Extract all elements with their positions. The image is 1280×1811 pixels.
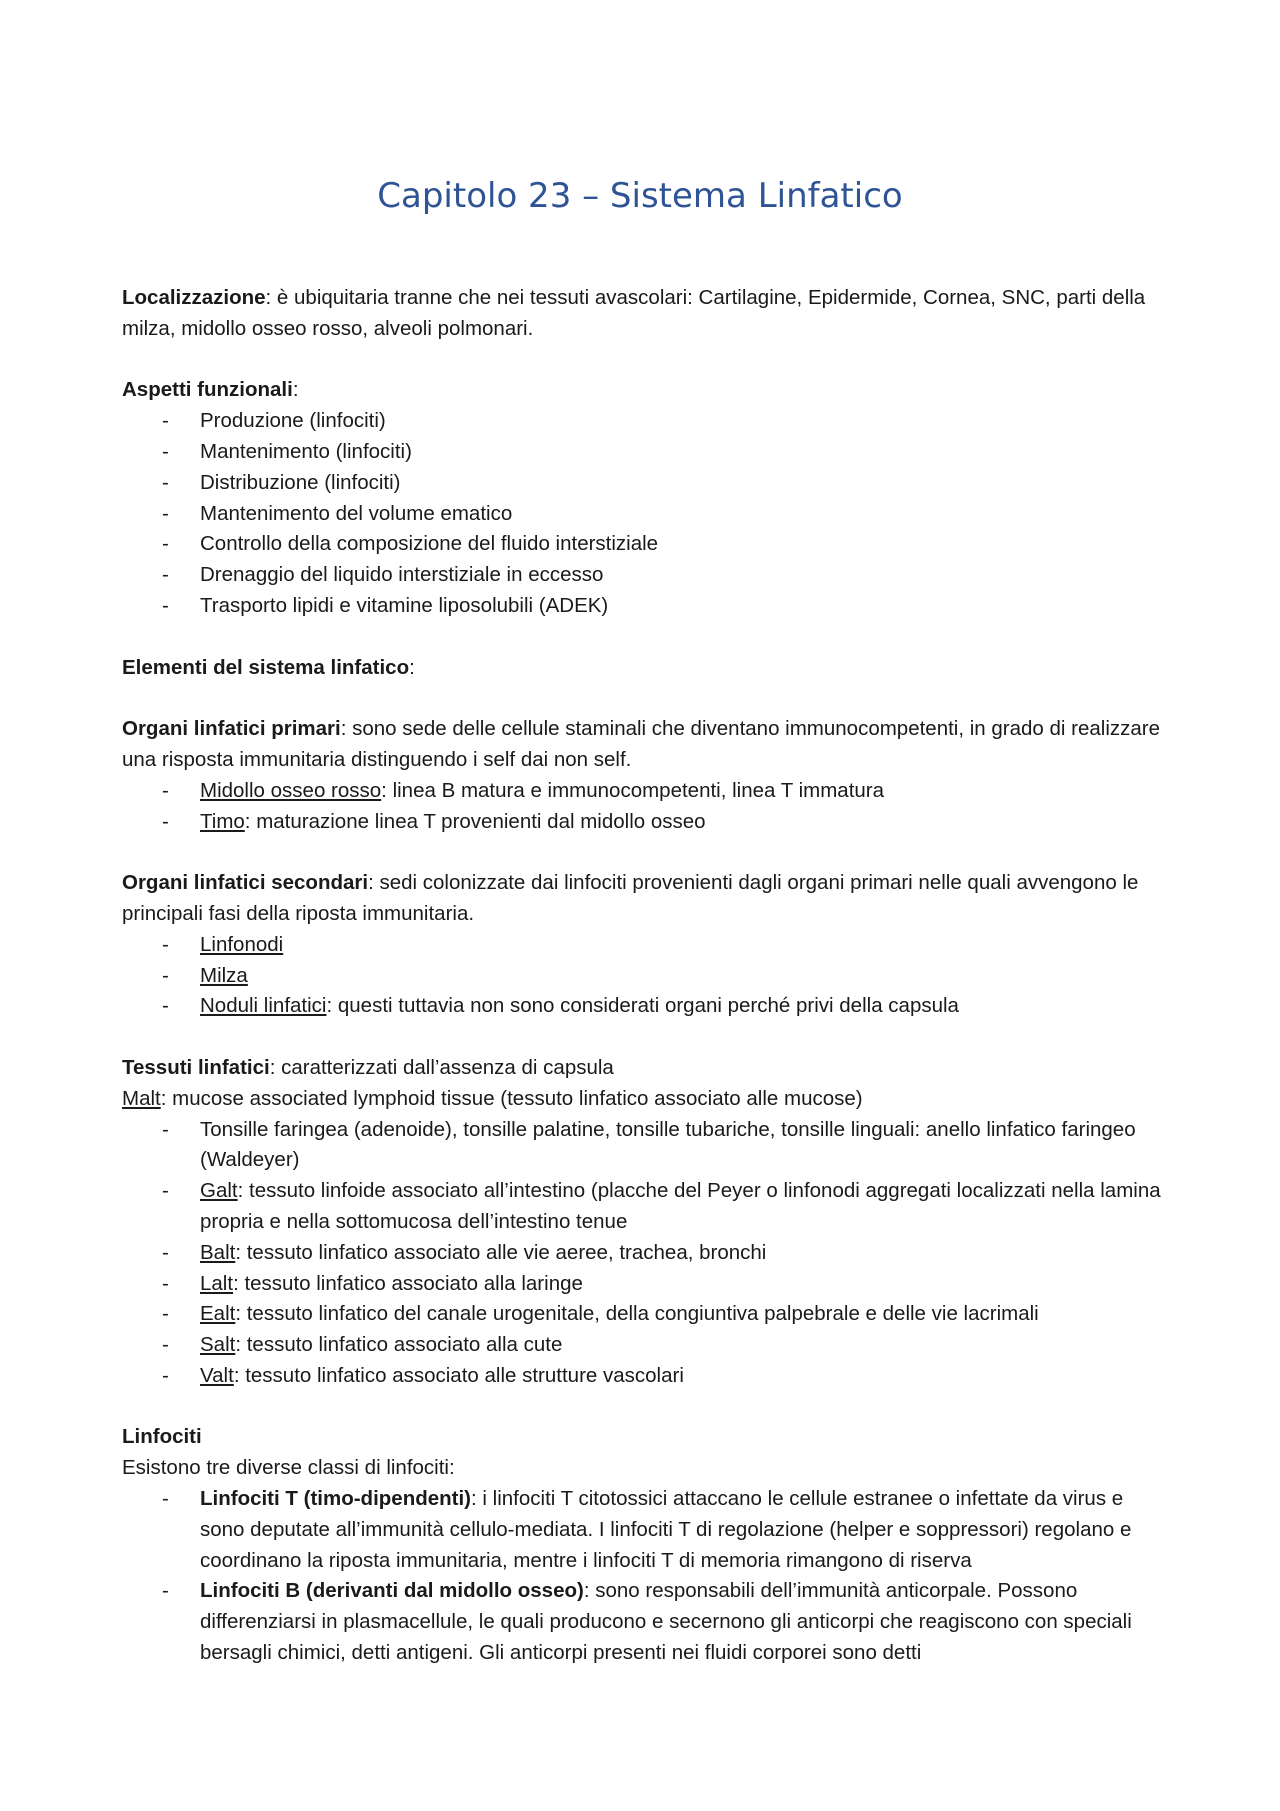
list-item: - Linfociti B (derivanti dal midollo osseo): sono responsabili dell’immunità anticorpale. Possono differenziarsi in plasmacellule, le quali producono e secernono gli anticorpi che reagiscono con speciali bersagli chimici, detti antigeni. Gli anticorpi presenti nei fluidi corporei sono detti [200, 1576, 1162, 1668]
list-item: - Mantenimento (linfociti) [200, 437, 1162, 468]
paragraph-linfociti-intro: Esistono tre diverse classi di linfociti: [122, 1456, 455, 1480]
heading-aspetti-funzionali: Aspetti funzionali: [122, 378, 299, 402]
heading-elementi: Elementi del sistema linfatico: [122, 655, 415, 679]
list-item: - Distribuzione (linfociti) [200, 468, 1162, 499]
paragraph-organi-primari: Organi linfatici primari: sono sede delle cellule staminali che diventano immunocompetenti, in grado di realizzare una risposta immunitaria distinguendo i self dai non self. [122, 717, 1161, 771]
paragraph-malt: Malt: mucose associated lymphoid tissue (tessuto linfatico associato alle mucose) [122, 1086, 863, 1110]
list-item: - Balt: tessuto linfatico associato alle vie aeree, trachea, bronchi [200, 1238, 1162, 1269]
paragraph-tessuti-linfatici: Tessuti linfatici: caratterizzati dall’assenza di capsula [122, 1055, 614, 1079]
list-item: - Milza [200, 961, 1162, 992]
page-title: Capitolo 23 – Sistema Linfatico [377, 176, 903, 216]
document-body [122, 283, 1162, 1669]
list-item: - Valt: tessuto linfatico associato alle strutture vascolari [200, 1361, 1162, 1392]
list-item: - Mantenimento del volume ematico [200, 499, 1162, 530]
list-item: - Noduli linfatici: questi tuttavia non sono considerati organi perché privi della capsula [200, 991, 1162, 1022]
list-item: - Tonsille faringea (adenoide), tonsille palatine, tonsille tubariche, tonsille linguali: anello linfatico faringeo (Waldeyer) [200, 1115, 1162, 1177]
list-item: - Midollo osseo rosso: linea B matura e immunocompetenti, linea T immatura [200, 776, 1162, 807]
list-item: - Timo: maturazione linea T provenienti dal midollo osseo [200, 807, 1162, 838]
paragraph-organi-secondari: Organi linfatici secondari: sedi colonizzate dai linfociti provenienti dagli organi primari nelle quali avvengono le principali fasi della riposta immunitaria. [122, 871, 1139, 925]
paragraph-localizzazione: Localizzazione: è ubiquitaria tranne che nei tessuti avascolari: Cartilagine, Epidermide, Cornea, SNC, parti della milza, midollo osseo rosso, alveoli polmonari. [122, 286, 1146, 340]
list-linfociti [122, 1484, 1162, 1669]
list-item: - Controllo della composizione del fluido interstiziale [200, 529, 1162, 560]
heading-linfociti: Linfociti [122, 1425, 202, 1449]
list-tessuti-linfatici [122, 1115, 1162, 1392]
list-organi-primari [122, 776, 1162, 838]
list-item: - Salt: tessuto linfatico associato alla cute [200, 1330, 1162, 1361]
list-item: - Drenaggio del liquido interstiziale in eccesso [200, 560, 1162, 591]
list-item: - Ealt: tessuto linfatico del canale urogenitale, della congiuntiva palpebrale e delle vie lacrimali [200, 1299, 1162, 1330]
list-item: - Galt: tessuto linfoide associato all’intestino (placche del Peyer o linfonodi aggregati localizzati nella lamina propria e nella sottomucosa dell’intestino tenue [200, 1176, 1162, 1238]
list-aspetti-funzionali [122, 406, 1162, 622]
list-item: - Linfonodi [200, 930, 1162, 961]
term-localizzazione: Localizzazione [122, 286, 266, 309]
list-item: - Trasporto lipidi e vitamine liposolubili (ADEK) [200, 591, 1162, 622]
list-organi-secondari [122, 930, 1162, 1022]
list-item: - Linfociti T (timo-dipendenti): i linfociti T citotossici attaccano le cellule estranee o infettate da virus e sono deputate all’immunità cellulo-mediata. I linfociti T di regolazione (helper e soppressori) regolano e coordinano la riposta immunitaria, mentre i linfociti T di memoria rimangono di riserva [200, 1484, 1162, 1576]
list-item: - Lalt: tessuto linfatico associato alla laringe [200, 1269, 1162, 1300]
list-item: - Produzione (linfociti) [200, 406, 1162, 437]
